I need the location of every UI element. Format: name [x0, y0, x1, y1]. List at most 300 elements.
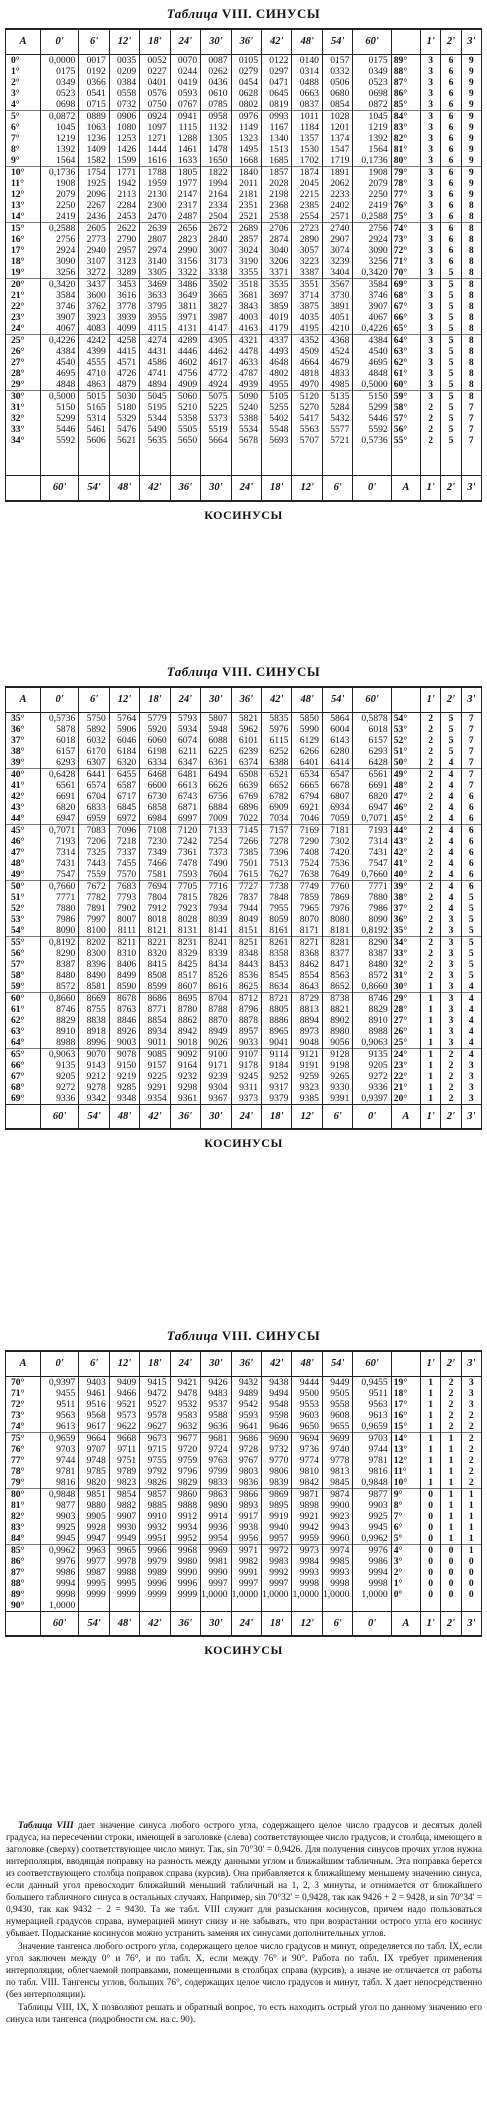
value-cell: 0105: [231, 54, 261, 66]
value-cell: 7314: [40, 847, 78, 858]
value-cell: 1754: [79, 166, 109, 178]
correction-cell: 1: [441, 1522, 461, 1533]
value-cell: 7242: [170, 836, 200, 847]
angle-cell: 13°: [6, 200, 41, 211]
table-row: [6, 1048, 482, 1060]
table-row: [6, 1533, 482, 1545]
value-cell: 9744: [40, 1455, 78, 1466]
value-cell: 6756: [201, 791, 231, 802]
value-cell: 5534: [231, 424, 261, 435]
value-cell: 8121: [140, 925, 170, 937]
correction-cell: 2: [421, 712, 441, 724]
correction-cell: 0: [441, 1556, 461, 1567]
table-row: [6, 122, 482, 133]
correction-cell: 0: [461, 1567, 481, 1578]
value-cell: 8590: [109, 981, 139, 993]
value-cell: 0,9397: [353, 1093, 391, 1105]
value-cell: 3305: [140, 267, 170, 279]
value-cell: 9285: [109, 1082, 139, 1093]
complement-angle-cell: 54°: [391, 712, 420, 724]
correction-cell: 5: [461, 948, 481, 959]
value-cell: 9114: [262, 1048, 292, 1060]
value-cell: 7837: [231, 892, 261, 903]
complement-angle-cell: 73°: [391, 234, 420, 245]
section-title: Таблица VIII. СИНУСЫ: [166, 6, 321, 21]
value-cell: 0610: [201, 88, 231, 99]
table-row: [6, 1432, 482, 1444]
cosine-label: КОСИНУСЫ: [204, 507, 283, 522]
value-cell: 9409: [109, 1376, 139, 1388]
value-cell: 1,0000: [231, 1589, 261, 1600]
column-footer: 24': [231, 1611, 261, 1636]
value-cell: 9763: [201, 1455, 231, 1466]
angle-cell: 16°: [6, 234, 41, 245]
value-cell: 7615: [231, 869, 261, 881]
value-cell: 9092: [170, 1048, 200, 1060]
value-cell: 6414: [322, 757, 352, 769]
correction-cell: 8: [461, 346, 481, 357]
correction-cell: 1: [421, 1399, 441, 1410]
value-cell: 7727: [231, 880, 261, 892]
value-cell: 9563: [353, 1399, 391, 1410]
value-cell: 0715: [79, 99, 109, 111]
value-cell: 3190: [231, 256, 261, 267]
value-cell: 0523: [40, 88, 78, 99]
value-cell: 9954: [201, 1533, 231, 1545]
correction-cell: 0: [441, 1544, 461, 1556]
value-cell: 9157: [140, 1060, 170, 1071]
correction-cell: 3: [421, 122, 441, 133]
table-row: [6, 948, 482, 959]
complement-angle-cell: 17°: [391, 1399, 420, 1410]
complement-angle-cell: 72°: [391, 245, 420, 256]
value-cell: 6074: [170, 735, 200, 746]
value-cell: 1994: [201, 178, 231, 189]
complement-angle-cell: 49°: [391, 768, 420, 780]
correction-cell: 3: [461, 1399, 481, 1410]
column-header: 0': [40, 29, 78, 54]
value-cell: 9438: [262, 1376, 292, 1388]
correction-cell: 3: [421, 312, 441, 323]
value-cell: 9880: [79, 1500, 109, 1511]
value-cell: 8746: [40, 1004, 78, 1015]
value-cell: 8829: [40, 1015, 78, 1026]
value-cell: 8980: [322, 1026, 352, 1037]
correction-cell: 6: [441, 155, 461, 167]
value-cell: 3024: [231, 245, 261, 256]
correction-cell: 3: [421, 278, 441, 290]
correction-cell: 7: [461, 735, 481, 746]
value-cell: 1392: [40, 144, 78, 155]
correction-cell: 9: [461, 88, 481, 99]
value-cell: 5850: [292, 712, 322, 724]
value-cell: 7760: [322, 880, 352, 892]
correction-cell: 6: [441, 222, 461, 234]
value-cell: 9232: [170, 1071, 200, 1082]
correction-cell: 2: [441, 1093, 461, 1105]
angle-cell: 80°: [6, 1488, 41, 1500]
value-cell: 9826: [140, 1477, 170, 1489]
value-cell: 7145: [231, 824, 261, 836]
value-cell: 0889: [79, 110, 109, 122]
value-cell: 4258: [109, 334, 139, 346]
value-cell: 9613: [353, 1410, 391, 1421]
value-cell: 9317: [262, 1082, 292, 1093]
value-cell: 1942: [109, 178, 139, 189]
correction-cell: 1: [421, 1037, 441, 1049]
value-cell: 8090: [40, 925, 78, 937]
correction-cell: 3: [441, 981, 461, 993]
value-cell: 5135: [322, 390, 352, 402]
correction-cell: 1: [421, 1388, 441, 1399]
complement-angle-cell: 53°: [391, 724, 420, 735]
correction-cell: 3: [461, 1071, 481, 1082]
angle-cell: 50°: [6, 880, 41, 892]
value-cell: 1564: [353, 144, 391, 155]
complement-angle-cell: 89°: [391, 54, 420, 66]
angle-cell: 88°: [6, 1578, 41, 1589]
table-row: [6, 1060, 482, 1071]
correction-cell: 7: [461, 435, 481, 446]
correction-cell: 8: [461, 379, 481, 391]
column-header: 36': [231, 687, 261, 712]
angle-cell: 28°: [6, 368, 41, 379]
value-cell: 3387: [292, 267, 322, 279]
value-cell: 9999: [109, 1589, 139, 1600]
value-cell: 5344: [140, 413, 170, 424]
angle-cell: 48°: [6, 858, 41, 869]
value-cell: 8988: [353, 1026, 391, 1037]
value-cell: 9997: [231, 1578, 261, 1589]
value-cell: 5519: [201, 424, 231, 435]
note-text: дает значение синуса любого острого угла, содержащего целое число градусов и десятых долей градуса, на пересечении строки, имеющей в заголовке (слева) соответствующее число градусов, и столбца, имеющего в заголовке (сверху) соответствующее число минут. Так, sin 70°30' = 0,9426. Для получения синусов прочих углов нужна интерполяция, вводящая поправку на разность между данными углом и ближайшим табличным. Эта поправка берется из соответствующего столбца поправок справа (курсив). Она прибавляется к ближайшему меньшему значению синуса, если данный угол превосходит ближайший меньший табличный на 1, 2, 3 минуты, и отнимается от ближайшего большего табличного синуса в остальных случаях. Например, sin 70°32' = 0,9428, так как 9426 + 2 = 9428, и sin 70°34' = 0,9430, так как 9432 − 2 = 9430. Та же табл. VIII служит для разыскания косинусов, причем надо пользоваться нумерацией градусов справа, нумерацией минут снизу и не забывать, что при возрастании острого угла его косинус убывает. Подыскание косинусов можно устранить заменяя их синусами дополнительных углов.: [6, 1821, 482, 1939]
value-cell: 4894: [140, 379, 170, 391]
correction-cell: 5: [441, 379, 461, 391]
table-row: [6, 1511, 482, 1522]
value-cell: 6252: [262, 746, 292, 757]
correction-cell: 6: [441, 211, 461, 223]
correction-cell: 7: [461, 712, 481, 724]
correction-cell: 4: [441, 780, 461, 791]
value-cell: 7046: [292, 813, 322, 825]
value-cell: 1305: [201, 133, 231, 144]
value-cell: 2756: [353, 222, 391, 234]
angle-cell: 31°: [6, 402, 41, 413]
value-cell: 3074: [322, 245, 352, 256]
angle-cell: 5°: [6, 110, 41, 122]
value-cell: 7157: [262, 824, 292, 836]
value-cell: 9650: [292, 1421, 322, 1433]
complement-angle-cell: 35°: [391, 925, 420, 937]
value-cell: 9919: [262, 1511, 292, 1522]
empty-cell: [292, 446, 322, 476]
value-cell: 6691: [353, 780, 391, 791]
correction-cell: 5: [441, 402, 461, 413]
value-cell: 9449: [322, 1376, 352, 1388]
value-cell: 9986: [40, 1567, 78, 1578]
value-cell: 9198: [322, 1060, 352, 1071]
value-cell: 9998: [292, 1578, 322, 1589]
value-cell: 9740: [322, 1444, 352, 1455]
value-cell: 6129: [292, 735, 322, 746]
value-cell: 9912: [170, 1511, 200, 1522]
value-cell: 1080: [109, 122, 139, 133]
value-cell: 8712: [231, 992, 261, 1004]
value-cell: 4099: [109, 323, 139, 335]
value-cell: 7218: [109, 836, 139, 847]
value-cell: 9994: [353, 1567, 391, 1578]
correction-cell: 8: [461, 323, 481, 335]
correction-cell: 4: [441, 869, 461, 881]
value-cell: 2250: [40, 200, 78, 211]
value-cell: 9836: [231, 1477, 261, 1489]
complement-angle-cell: 64°: [391, 334, 420, 346]
correction-cell: 3: [461, 1060, 481, 1071]
cosine-label: КОСИНУСЫ: [204, 1643, 283, 1657]
value-cell: 9990: [201, 1567, 231, 1578]
correction-cell: 3: [421, 267, 441, 279]
angle-cell: 77°: [6, 1455, 41, 1466]
complement-angle-cell: 45°: [391, 813, 420, 825]
value-cell: 9999: [140, 1589, 170, 1600]
value-cell: 9936: [201, 1522, 231, 1533]
correction-cell: 2: [421, 802, 441, 813]
value-cell: 3907: [353, 301, 391, 312]
value-cell: 7793: [109, 892, 139, 903]
value-cell: 8572: [353, 970, 391, 981]
sine-table: [5, 1350, 482, 1637]
value-cell: 6730: [140, 791, 170, 802]
value-cell: 9895: [262, 1500, 292, 1511]
value-cell: 4163: [231, 323, 261, 335]
value-cell: 4756: [170, 368, 200, 379]
value-cell: 7944: [231, 903, 261, 914]
value-cell: 3584: [353, 278, 391, 290]
angle-cell: 55°: [6, 936, 41, 948]
complement-angle-cell: 27°: [391, 1015, 420, 1026]
value-cell: 4602: [170, 357, 200, 368]
value-cell: 9900: [322, 1500, 352, 1511]
correction-cell: 8: [461, 222, 481, 234]
correction-cell: 1: [421, 1432, 441, 1444]
value-cell: 4648: [262, 357, 292, 368]
correction-cell: 1: [421, 1060, 441, 1071]
complement-angle-cell: 14°: [391, 1432, 420, 1444]
value-cell: 9686: [231, 1432, 261, 1444]
value-cell: 9998: [40, 1589, 78, 1600]
value-cell: 0087: [201, 54, 231, 66]
value-cell: 3371: [262, 267, 292, 279]
value-cell: 5864: [322, 712, 352, 724]
correction-cell: 1: [441, 1488, 461, 1500]
value-cell: 8607: [170, 981, 200, 993]
value-cell: 9573: [109, 1410, 139, 1421]
correction-cell: 8: [461, 357, 481, 368]
value-cell: 2807: [140, 234, 170, 245]
value-cell: 9379: [262, 1093, 292, 1105]
correction-cell: 6: [441, 166, 461, 178]
value-cell: 5962: [231, 724, 261, 735]
value-cell: 0,8192: [353, 925, 391, 937]
value-cell: 9135: [40, 1060, 78, 1071]
value-cell: 7443: [79, 858, 109, 869]
value-cell: 6665: [292, 780, 322, 791]
value-cell: 9986: [353, 1556, 391, 1567]
value-cell: 5105: [262, 390, 292, 402]
angle-cell: 62°: [6, 1015, 41, 1026]
value-cell: [170, 1600, 200, 1612]
value-cell: [262, 1600, 292, 1612]
correction-cell: 9: [461, 122, 481, 133]
table-row: [6, 267, 482, 279]
column-footer: 42': [140, 1104, 170, 1129]
value-cell: 4617: [201, 357, 231, 368]
value-cell: 9930: [109, 1522, 139, 1533]
table-row: [6, 724, 482, 735]
table-row: [6, 1444, 482, 1455]
value-cell: 4879: [109, 379, 139, 391]
value-cell: 9882: [109, 1500, 139, 1511]
value-cell: 7934: [201, 903, 231, 914]
value-cell: 6347: [170, 757, 200, 769]
value-cell: 7672: [79, 880, 109, 892]
value-cell: 7490: [201, 858, 231, 869]
value-cell: 8686: [140, 992, 170, 1004]
value-cell: 4586: [140, 357, 170, 368]
value-cell: 9715: [140, 1444, 170, 1455]
value-cell: 4524: [322, 346, 352, 357]
value-cell: 0958: [201, 110, 231, 122]
table-row: [6, 712, 482, 724]
correction-cell: 4: [441, 847, 461, 858]
value-cell: 1805: [170, 166, 200, 178]
table-row: [6, 1556, 482, 1567]
table-row: [6, 77, 482, 88]
correction-cell: 7: [461, 424, 481, 435]
complement-angle-cell: [391, 1600, 420, 1612]
value-cell: 8704: [201, 992, 231, 1004]
value-cell: 2470: [140, 211, 170, 223]
value-cell: 2689: [231, 222, 261, 234]
value-cell: 9810: [292, 1466, 322, 1477]
column-header: 54': [322, 687, 352, 712]
value-cell: 4540: [40, 357, 78, 368]
value-cell: 6293: [353, 746, 391, 757]
value-cell: 0698: [353, 88, 391, 99]
column-header: 6': [79, 1351, 109, 1376]
complement-angle-cell: 11°: [391, 1466, 420, 1477]
value-cell: 1426: [109, 144, 139, 155]
value-cell: 2924: [353, 234, 391, 245]
value-cell: 4710: [79, 368, 109, 379]
table-row: [6, 981, 482, 993]
table-row: [6, 1410, 482, 1421]
value-cell: 9239: [201, 1071, 231, 1082]
table-row: [6, 1388, 482, 1399]
correction-cell: 2: [421, 959, 441, 970]
complement-angle-cell: 16°: [391, 1410, 420, 1421]
table-row: [6, 222, 482, 234]
column-header: 42': [262, 1351, 292, 1376]
correction-cell: 2: [421, 858, 441, 869]
value-cell: 8131: [170, 925, 200, 937]
value-cell: 1513: [262, 144, 292, 155]
value-cell: 1582: [79, 155, 109, 167]
value-cell: 2504: [201, 211, 231, 223]
value-cell: [353, 1600, 391, 1612]
value-cell: 8241: [201, 936, 231, 948]
value-cell: 7923: [170, 903, 200, 914]
value-cell: 7290: [292, 836, 322, 847]
value-cell: 0,9962: [353, 1533, 391, 1545]
correction-cell: 0: [421, 1556, 441, 1567]
column-footer: 30': [201, 1611, 231, 1636]
table-row: [6, 892, 482, 903]
value-cell: 9917: [231, 1511, 261, 1522]
value-cell: 5606: [79, 435, 109, 446]
angle-cell: 33°: [6, 424, 41, 435]
value-cell: 7649: [322, 869, 352, 881]
value-cell: 2028: [262, 178, 292, 189]
value-cell: 7431: [353, 847, 391, 858]
value-cell: 5150: [353, 390, 391, 402]
value-cell: 0471: [262, 77, 292, 88]
value-cell: 3469: [140, 278, 170, 290]
value-cell: 8536: [231, 970, 261, 981]
column-footer: 12': [292, 1104, 322, 1129]
table-row: [6, 66, 482, 77]
value-cell: 6613: [170, 780, 200, 791]
value-cell: 6508: [231, 768, 261, 780]
value-cell: 5314: [79, 413, 109, 424]
complement-angle-cell: 88°: [391, 66, 420, 77]
complement-angle-cell: 82°: [391, 133, 420, 144]
complement-angle-cell: 48°: [391, 780, 420, 791]
angle-cell: 90°: [6, 1600, 41, 1612]
value-cell: 8886: [262, 1015, 292, 1026]
value-cell: 5446: [40, 424, 78, 435]
value-cell: 4478: [231, 346, 261, 357]
value-cell: 2974: [140, 245, 170, 256]
correction-cell: 1: [441, 1511, 461, 1522]
value-cell: 9971: [231, 1544, 261, 1556]
column-footer: 48': [109, 1104, 139, 1129]
value-cell: 6769: [231, 791, 261, 802]
value-cell: 0175: [40, 66, 78, 77]
column-header: 24': [170, 687, 200, 712]
correction-cell: 2: [441, 1071, 461, 1082]
correction-cell: 1: [421, 981, 441, 993]
value-cell: 9980: [170, 1556, 200, 1567]
value-cell: 7965: [292, 903, 322, 914]
value-cell: 8988: [40, 1037, 78, 1049]
value-cell: 0140: [292, 54, 322, 66]
value-cell: 9694: [292, 1432, 322, 1444]
angle-cell: 70°: [6, 1376, 41, 1388]
correction-cell: 7: [461, 768, 481, 780]
value-cell: 9664: [79, 1432, 109, 1444]
value-cell: 3140: [140, 256, 170, 267]
value-cell: 7749: [292, 880, 322, 892]
value-cell: 0314: [292, 66, 322, 77]
correction-cell: 2: [421, 847, 441, 858]
value-cell: 9171: [201, 1060, 231, 1071]
value-cell: 7547: [40, 869, 78, 881]
column-footer: 54': [79, 476, 109, 501]
correction-cell: 2: [421, 746, 441, 757]
value-cell: 8643: [292, 981, 322, 993]
value-cell: 0,2588: [40, 222, 78, 234]
